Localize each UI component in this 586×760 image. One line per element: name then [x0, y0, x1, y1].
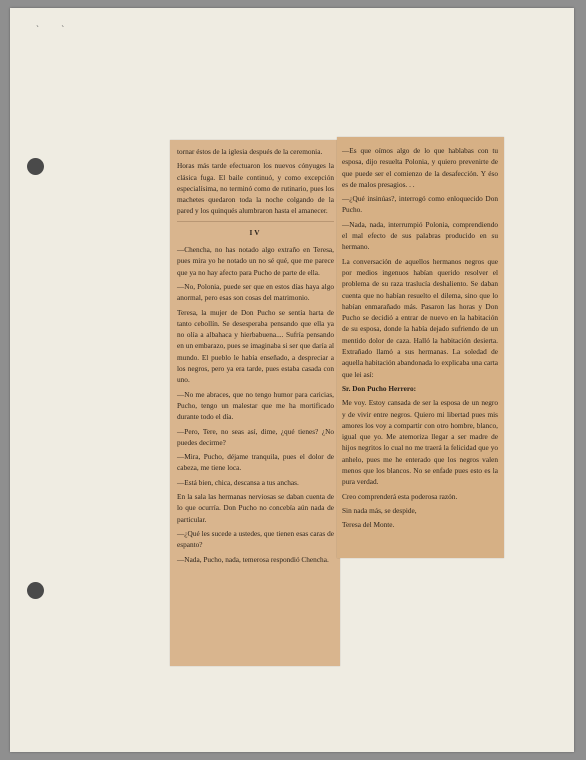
letter-signature: Teresa del Monte.: [342, 520, 395, 530]
paragraph: —¿Qué les sucede a ustedes, que tienen esas caras de espanto?: [177, 528, 334, 550]
paragraph: —Nada, Pucho, nada, temerosa respondió Chencha.: [177, 554, 329, 564]
section-number: IV: [249, 227, 262, 237]
paragraph: En la sala las hermanas nerviosas se daban cuenta de lo que ocurría. Don Pucho no concebía aún nada de particular.: [177, 492, 334, 524]
letter-salutation: Sr. Don Pucho Herrero:: [342, 383, 417, 393]
paragraph: tornar éstos de la iglesia después de la ceremonia.: [177, 147, 323, 156]
newspaper-clipping-left: [170, 140, 340, 666]
paragraph: Teresa, la mujer de Don Pucho se sentía harta de tanto cebollín. Se desesperaba pensando que ella ya no olía a albahaca y hierbabuena.... Sufría pensando en un embarazo, pues se imaginaba si ser que daría al mundo. El pueblo le había enseñado, a despreciar a los negros, pero ya era tarde, pues estaba casada con uno.: [177, 307, 334, 385]
left-top-paragraphs: [177, 146, 334, 217]
binder-hole-top: [27, 158, 44, 175]
paragraph: —No me abraces, que no tengo humor para caricias, Pucho, tengo un malestar que me ha mortificado durante todo el día.: [177, 389, 334, 422]
divider: [177, 221, 334, 222]
paragraph: —Está bien, chica, descansa a tus anchas.: [177, 477, 299, 487]
paragraph: La conversación de aquellos hermanos negros que por medios ingenuos habían querido resolver el problema de su raza traslucía deshaliento. Se daban cuenta que no habían resuelto el dilema, sino que lo habían enmarañado más. Pasaron las horas y Don Pucho se decidió a entrar de nuevo en la habitación de su esposa, donde la había dejado sufriendo de un mentido dolor de caza. Halló la habitación desierta. Extrañado llamó a sus hermanas. La soledad de aquella habitación abandonada lo explicaba una carta que lei así:: [342, 256, 498, 379]
letter-paragraph: Me voy. Estoy cansada de ser la esposa de un negro y de vivir entre negros. Quiero mi libertad pues mis amores los voy a compartir con otro hombre, blanco, igual que yo. Me atemoriza llegar a ser madre de hijos negritos lo cual no me traerá la felicidad que yo anhelo, pues me he enterado que los negros valen menos que los blancos. No se enfade pues esto es la pura verdad.: [342, 398, 498, 487]
left-bottom-paragraphs: [177, 244, 334, 565]
binder-hole-bottom: [27, 582, 44, 599]
paragraph: Horas más tarde efectuaron los nuevos cónyuges la clásica fuga. El baile continuó, y como excepción especialísima, no terminó como de rutinario, pues los machetes quedaron toda la noche colgando de la pared y los quinqués alumbraron hasta el amanecer.: [177, 161, 334, 216]
paragraph: —Chencha, no has notado algo extraño en Teresa, pues mira yo he notado un no sé qué, que me parece que ya no hay afecto para Pucho de parte de ella.: [177, 245, 334, 277]
newspaper-clipping-right: [337, 137, 504, 558]
corner-mark: ˴ ˴: [36, 20, 75, 30]
paragraph: —Es que oímos algo de lo que hablabas con tu esposa, dijo resuelta Polonia, y quiero prevenirte de que puede ser el comienzo de la desafección. Y éso es de malos presagios. . .: [342, 146, 498, 189]
letter-paragraph: Creo comprenderá esta poderosa razón.: [342, 491, 458, 501]
paragraph: —¿Qué insinúas?, interrogó como enloquecido Don Pucho.: [342, 194, 498, 215]
paragraph: —Mira, Pucho, déjame tranquila, pues el dolor de cabeza, me tiene loca.: [177, 452, 334, 473]
paragraph: —No, Polonia, puede ser que en estos días haya algo anormal, pero esas son cosas del matrimonio.: [177, 281, 334, 303]
paragraph: —Pero, Tere, no seas así, dime, ¿qué tienes? ¿No puedes decirme?: [177, 426, 334, 447]
letter-paragraph: Sin nada más, se despide,: [342, 505, 417, 515]
paragraph: —Nada, nada, interrumpió Polonia, comprendiendo el mal efecto de sus palabras producido en su hermano.: [342, 219, 498, 252]
